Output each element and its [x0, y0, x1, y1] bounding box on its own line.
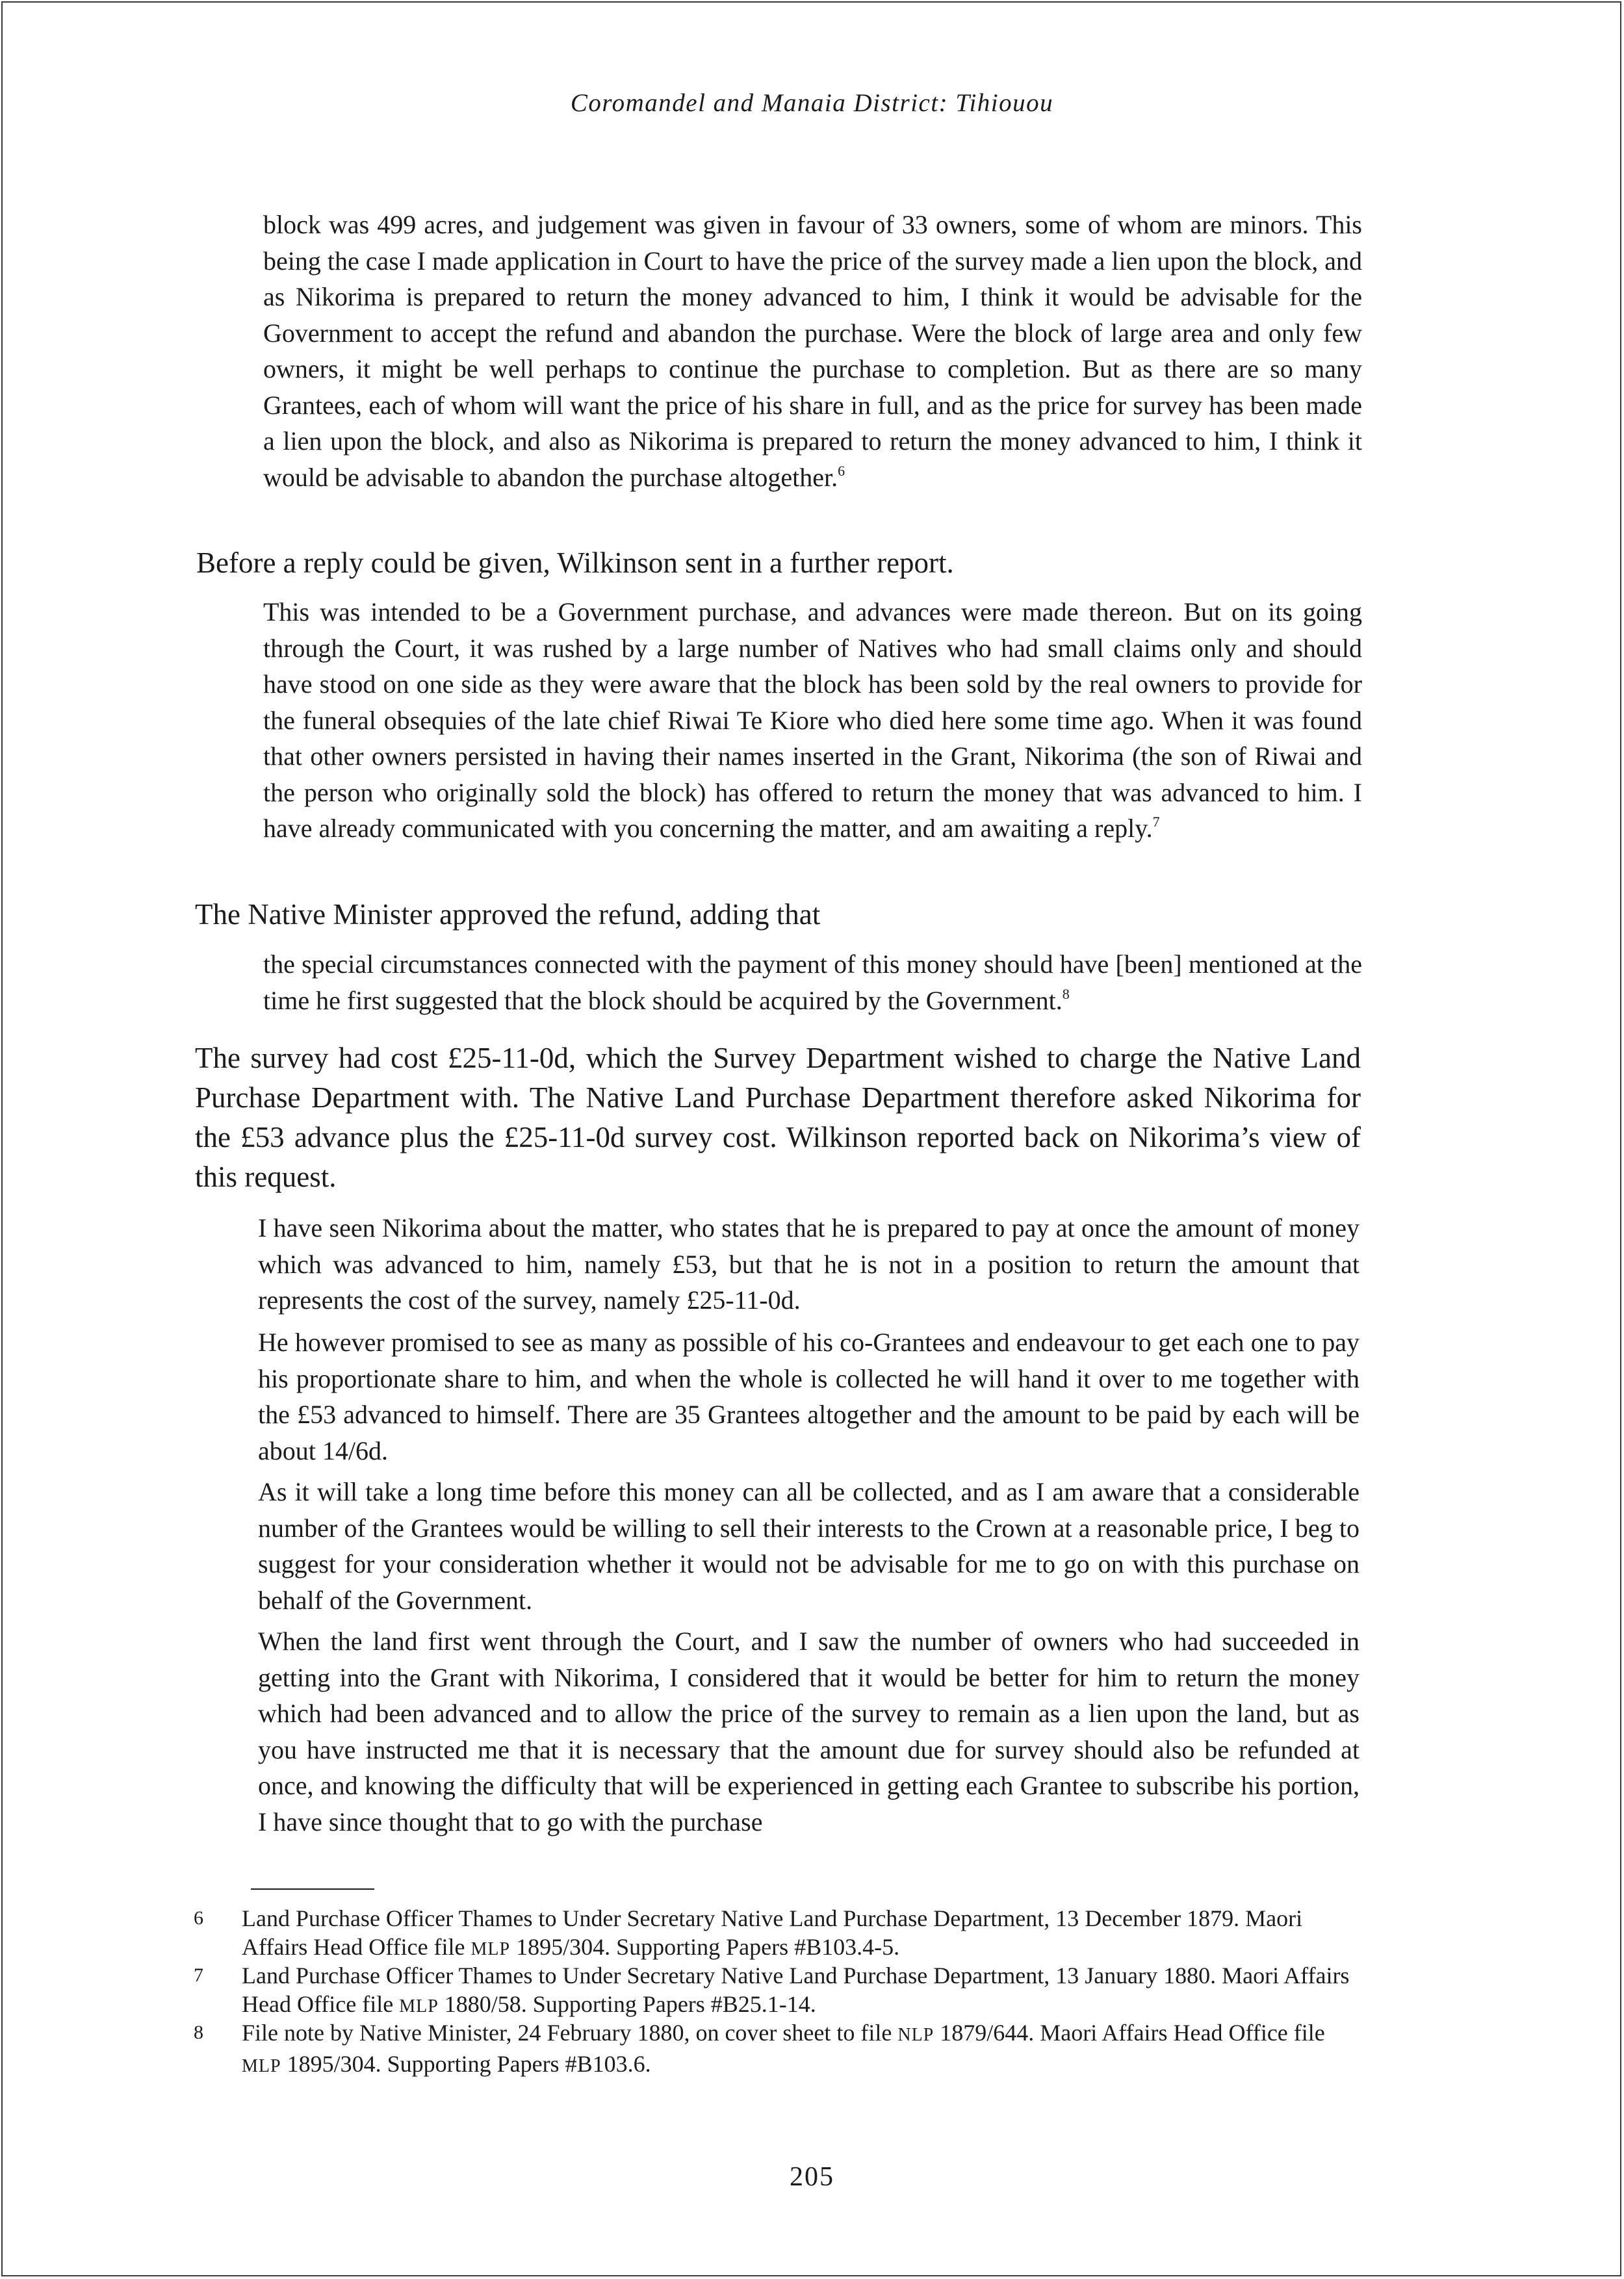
footnote-number: 6 [194, 1907, 203, 1929]
footnote-ref: 6 [838, 462, 845, 479]
footnote-rule [251, 1888, 374, 1890]
footnote-number: 7 [194, 1964, 203, 1986]
quote-paragraph: I have seen Nikorima about the matter, who states that he is prepared to pay at once the amount of money which was advanced to him, namely £53, but that he is not in a position to return the amount that represents the cost of the survey, namely £25-11-0d. [258, 1213, 1360, 1315]
quote-paragraph: As it will take a long time before this money can all be collected, and as I am aware that a considerable number of the Grantees would be willing to sell their interests to the Crown at a reasonable price, I beg to suggest for your consideration whether it would not be advisable for me to go on with this purchase on behalf of the Government. [258, 1477, 1360, 1615]
quote-paragraph: block was 499 acres, and judgement was given in favour of 33 owners, some of whom are minors. This being the case I made application in Court to have the price of the survey made a lien upon the block, and as Nikorima is prepared to return the money advanced to him, I think it would be advisable for the Government to accept the refund and abandon the purchase. Were the block of large area and only few owners, it might be well perhaps to continue the purchase to completion. But as there are so many Grantees, each of whom will want the price of his share in full, and as the price for survey has been made a lien upon the block, and also as Nikorima is prepared to return the money advanced to him, I think it would be advisable to abandon the purchase altogether.$^6$ [263, 210, 1362, 492]
footnote: 8 File note by Native Minister, 24 February 1880, on cover sheet to file NLP 1879/644. Maori Affairs Head Office file MLP 1895/304. Supporting Papers #B103.6. [194, 2020, 1325, 2077]
footnote-ref: 7 [1152, 814, 1160, 830]
page-number: 205 [790, 2162, 834, 2192]
quote-paragraph: This was intended to be a Government purchase, and advances were made thereon. But on its going through the Court, it was rushed by a large number of Natives who had small claims only and should have stood on one side as they were aware that the block has been sold by the real owners to provide for the funeral obsequies of the late chief Riwai Te Kiore who died here some time ago. When it was found that other owners persisted in having their names inserted in the Grant, Nikorima (the son of Riwai and the person who originally sold the block) has offered to return the money that was advanced to him. I have already communicated with you concerning the matter, and am awaiting a reply.$^7$ [263, 597, 1362, 843]
quote-paragraph: the special circumstances connected with the payment of this money should have [been] mentioned at the time he first suggested that the block should be acquired by the Government.$^8$ [263, 949, 1362, 1015]
quote-paragraph: When the land first went through the Court, and I saw the number of owners who had succeeded in getting into the Grant with Nikorima, I considered that it would be better for him to return the money which had been advanced and to allow the price of the survey to remain as a lien upon the land, but as you have instructed me that it is necessary that the amount due for survey should also be refunded at once, and knowing the difficulty that will be experienced in getting each Grantee to subscribe his portion, I have since thought that to go with the purchase [258, 1627, 1360, 1836]
footnote: 6 Land Purchase Officer Thames to Under Secretary Native Land Purchase Department, 13 December 1879. Maori Affairs Head Office file MLP 1895/304. Supporting Papers #B103.4-5. [194, 1905, 1303, 1960]
footnote: 7 Land Purchase Officer Thames to Under Secretary Native Land Purchase Department, 13 January 1880. Maori Affairs Head Office file MLP 1880/58. Supporting Papers #B25.1-14. [194, 1963, 1350, 2017]
body-paragraph: The survey had cost £25-11-0d, which the Survey Department wished to charge the Native Land Purchase Department with. The Native Land Purchase Department therefore asked Nikorima for the £53 advance plus the £25-11-0d survey cost. Wilkinson reported back on Nikorima’s view of this request. [195, 1042, 1361, 1193]
lead-paragraph: The Native Minister approved the refund, adding that [195, 898, 821, 931]
lead-paragraph: Before a reply could be given, Wilkinson sent in a further report. [196, 547, 954, 579]
quote-paragraph: He however promised to see as many as possible of his co-Grantees and endeavour to get each one to pay his proportionate share to him, and when the whole is collected he will hand it over to me together with the £53 advanced to himself. There are 35 Grantees altogether and the amount to be paid by each will be about 14/6d. [258, 1328, 1360, 1465]
footnote-number: 8 [194, 2022, 203, 2043]
footnote-ref: 8 [1062, 985, 1070, 1002]
running-head: Coromandel and Manaia District: Tihiouou [570, 89, 1054, 117]
